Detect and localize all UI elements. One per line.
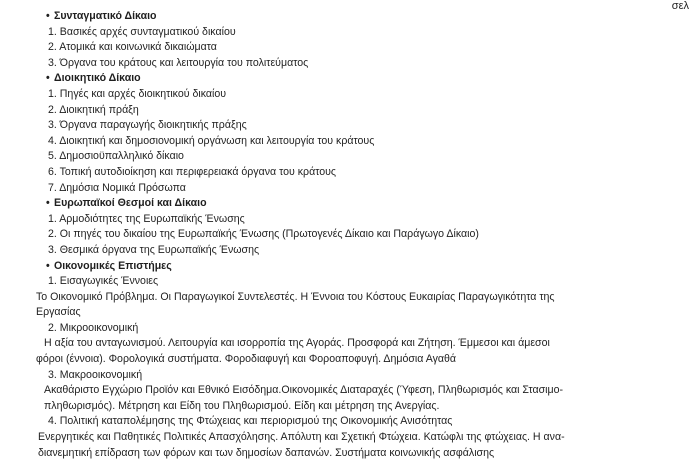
list-item: 3. Όργανα του κράτους και λειτουργία του πολιτεύματος	[48, 56, 309, 69]
list-item: 3. Μακροοικονομική	[48, 368, 143, 381]
paragraph-line: διανεμητική επίδραση των φόρων και των δημοσίων δαπανών. Συστήματα κοινωνικής ασφάλισης	[38, 446, 495, 459]
list-item: 2. Οι πηγές του δικαίου της Ευρωπαϊκής Ένωσης (Πρωτογενές Δίκαιο και Παράγωγο Δίκαιο)	[48, 228, 479, 241]
list-item: 3. Θεσμικά όργανα της Ευρωπαϊκής Ένωσης	[48, 243, 260, 256]
section-heading	[0, 9, 689, 25]
page-corner-text: σελ	[671, 0, 689, 12]
bullet-icon: •	[46, 197, 50, 210]
list-item: 5. Δημοσιοϋπαλληλικό δίκαιο	[48, 150, 184, 163]
paragraph-line: Το Οικονομικό Πρόβλημα. Οι Παραγωγικοί Συντελεστές. Η Έννοια του Κόστους Ευκαιρίας Παραγωγικότητα της	[36, 290, 555, 303]
list-item: 6. Τοπική αυτοδιοίκηση και περιφερειακά όργανα του κράτους	[48, 165, 337, 178]
bullet-icon: •	[46, 259, 50, 272]
list-item: 2. Ατομικά και κοινωνικά δικαιώματα	[48, 41, 217, 54]
list-item: 1. Αρμοδιότητες της Ευρωπαϊκής Ένωσης	[48, 212, 245, 225]
paragraph-line: πληθωρισμός). Μέτρηση και Είδη του Πληθωρισμού. Είδη και μέτρηση της Ανεργίας.	[44, 399, 440, 412]
section-heading-text: Οικονομικές Επιστήμες	[54, 259, 172, 272]
section-heading	[0, 196, 689, 212]
list-item: 1. Πηγές και αρχές διοικητικού δικαίου	[48, 87, 227, 100]
section-heading-text: Συνταγματικό Δίκαιο	[54, 10, 157, 22]
list-item: 4. Πολιτική καταπολέμησης της Φτώχειας και περιορισμού της Οικονομικής Ανισότητας	[48, 415, 453, 428]
list-item: 1. Βασικές αρχές συνταγματικού δικαίου	[48, 25, 236, 38]
list-item: 7. Δημόσια Νομικά Πρόσωπα	[48, 181, 186, 194]
paragraph-line: Η αξία του ανταγωνισμού. Λειτουργία και ισορροπία της Αγοράς. Προσφορά και Ζήτηση. Έμμεσοι και άμεσοι	[44, 337, 550, 350]
bullet-icon: •	[46, 10, 50, 22]
list-item: 3. Όργανα παραγωγής διοικητικής πράξης	[48, 119, 247, 132]
paragraph-line: Ενεργητικές και Παθητικές Πολιτικές Απασχόλησης. Απόλυτη και Σχετική Φτώχεια. Κατώφλι της φτώχειας. Η ανα-	[38, 431, 565, 444]
list-item: 2. Διοικητική πράξη	[48, 103, 139, 116]
bullet-icon: •	[46, 72, 50, 85]
list-item: 2. Μικροοικονομική	[48, 321, 139, 334]
syllabus-text	[0, 9, 689, 461]
section-heading-text: Ευρωπαϊκοί Θεσμοί και Δίκαιο	[54, 197, 207, 210]
paragraph-line: Εργασίας	[36, 306, 81, 319]
list-item: 1. Εισαγωγικές Έννοιες	[48, 275, 159, 288]
section-heading	[0, 259, 689, 275]
list-item: 4. Διοικητική και δημοσιονομική οργάνωση και λειτουργία του κράτους	[48, 134, 375, 147]
paragraph-line: φόροι (έννοια). Φορολογικά συστήματα. Φοροδιαφυγή και Φοροαποφυγή. Δημόσια Αγαθά	[36, 353, 457, 366]
section-heading	[0, 71, 689, 87]
section-heading-text: Διοικητικό Δίκαιο	[54, 72, 141, 85]
paragraph-line: Ακαθάριστο Εγχώριο Προϊόν και Εθνικό Εισόδημα.Οικονομικές Διαταραχές (Ύφεση, Πληθωρισμός και Στασιμο-	[44, 384, 564, 397]
